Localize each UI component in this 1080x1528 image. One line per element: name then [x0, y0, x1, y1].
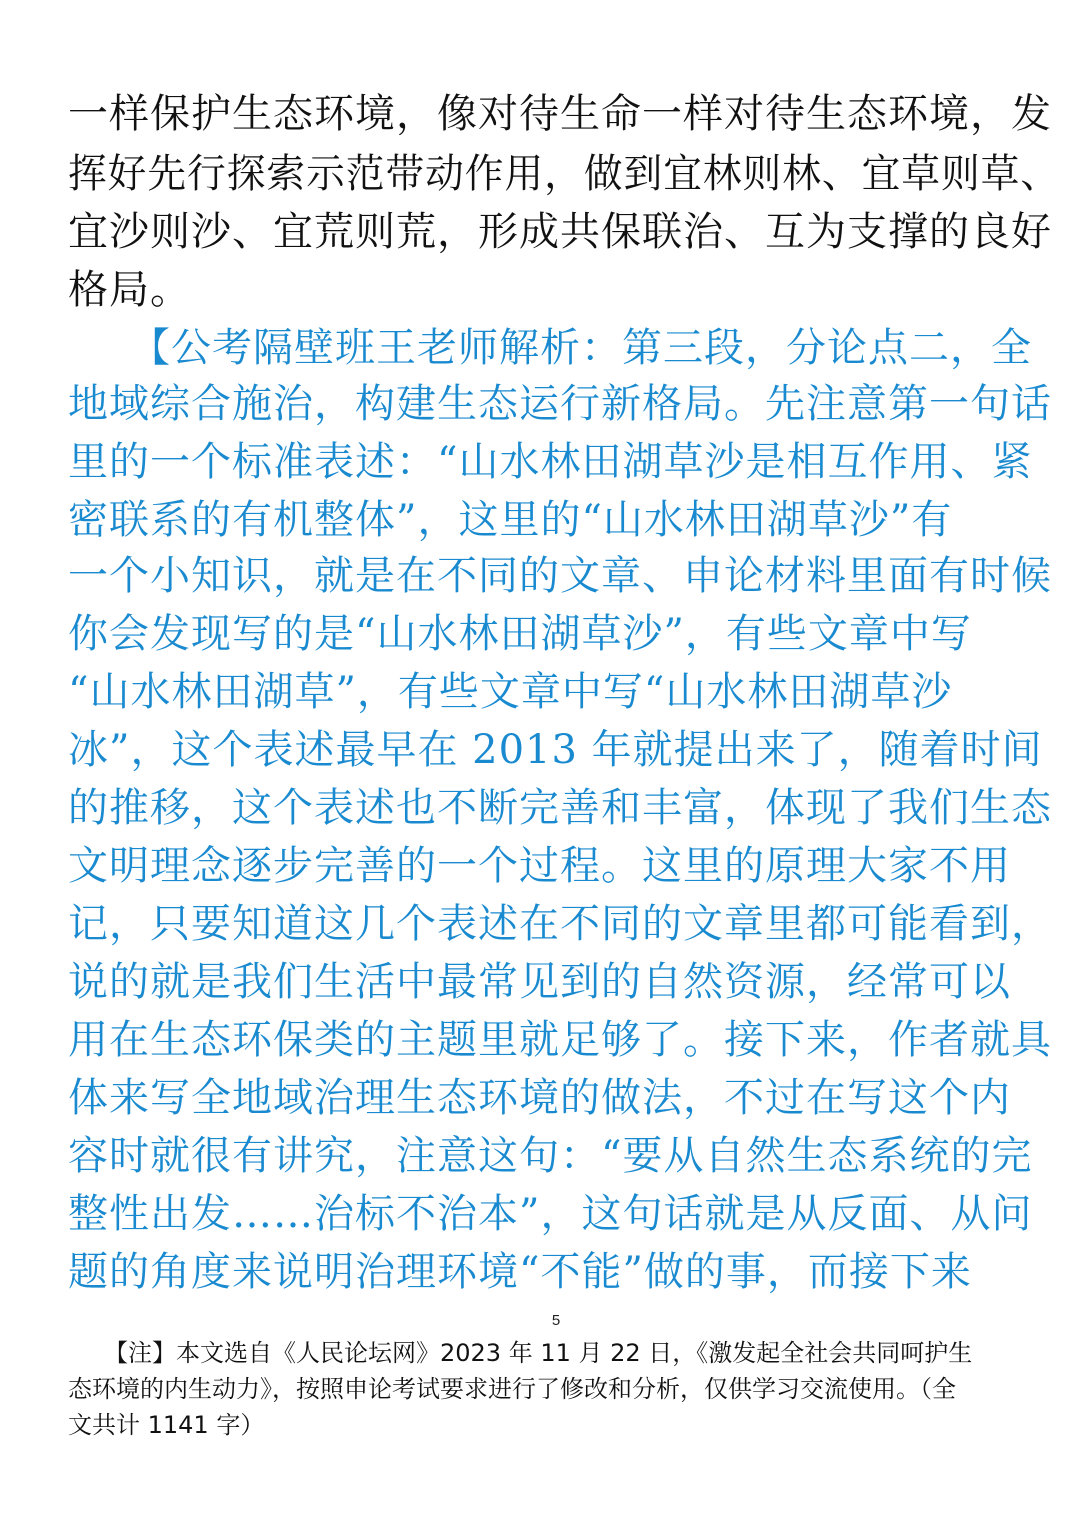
analysis-line: 地域综合施治，构建生态运行新格局。先注意第一句话 — [68, 381, 1052, 427]
analysis-line: “山水林田湖草”，有些文章中写“山水林田湖草沙 — [68, 669, 953, 715]
analysis-line: 记，只要知道这几个表述在不同的文章里都可能看到， — [68, 901, 1052, 947]
footnote-line: 态环境的内生动力》，按照申论考试要求进行了修改和分析，仅供学习交流使用。（全 — [68, 1375, 956, 1403]
analysis-line: 整性出发……治标不治本”，这句话就是从反面、从问 — [68, 1191, 1033, 1237]
page-number: 5 — [551, 1312, 561, 1329]
paragraph-line: 格局。 — [68, 267, 191, 313]
footnote-line: 【注】本文选自《人民论坛网》2023 年 11 月 22 日，《激发起全社会共同呵护生 — [68, 1339, 973, 1367]
analysis-line: 冰”，这个表述最早在 2013 年就提出来了，随着时间 — [68, 727, 1043, 773]
analysis-line: 里的一个标准表述：“山水林田湖草沙是相互作用、紧 — [68, 439, 1033, 485]
paragraph-line: 宜沙则沙、宜荒则荒，形成共保联治、互为支撑的良好 — [68, 209, 1052, 255]
analysis-line: 体来写全地域治理生态环境的做法，不过在写这个内 — [68, 1075, 1011, 1121]
analysis-line: 一个小知识，就是在不同的文章、申论材料里面有时候 — [68, 553, 1052, 599]
analysis-line: 容时就很有讲究，注意这句：“要从自然生态系统的完 — [68, 1133, 1033, 1179]
analysis-line: 密联系的有机整体”，这里的“山水林田湖草沙”有 — [68, 497, 953, 543]
analysis-line: 用在生态环保类的主题里就足够了。接下来，作者就具 — [68, 1017, 1052, 1063]
paragraph-line: 挥好先行探索示范带动作用，做到宜林则林、宜草则草、 — [68, 151, 1060, 197]
analysis-line: 文明理念逐步完善的一个过程。这里的原理大家不用 — [68, 843, 1011, 889]
analysis-line: 题的角度来说明治理环境“不能”做的事，而接下来 — [68, 1249, 972, 1295]
footnote-line: 文共计 1141 字） — [68, 1411, 265, 1439]
paragraph-line: 一样保护生态环境，像对待生命一样对待生态环境，发 — [68, 91, 1052, 137]
analysis-line: 的推移，这个表述也不断完善和丰富，体现了我们生态 — [68, 785, 1052, 831]
analysis-line: 说的就是我们生活中最常见到的自然资源，经常可以 — [68, 959, 1011, 1005]
analysis-line: 你会发现写的是“山水林田湖草沙”，有些文章中写 — [68, 611, 972, 657]
analysis-line: 【公考隔壁班王老师解析：第三段，分论点二，全 — [68, 325, 1032, 371]
